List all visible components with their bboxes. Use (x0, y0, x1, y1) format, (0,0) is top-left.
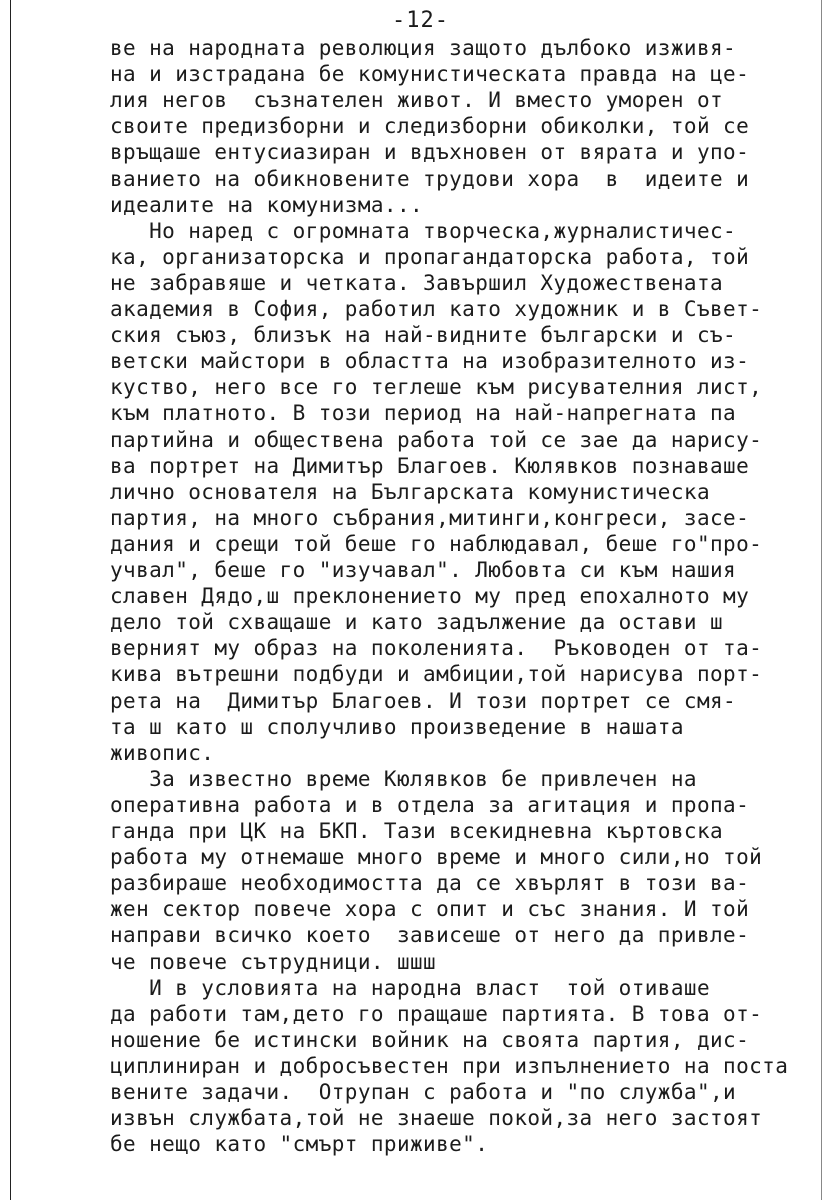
text-line: ванието на обикновените трудови хора в идеите и (110, 166, 750, 191)
text-line: ве на народната революция защото дълбоко изживя- (110, 36, 737, 60)
text-line: ва портрет на Димитър Благоев. Кюлявков познаваше (110, 453, 750, 478)
text-line: направи всичко което зависеше от него да привле- (110, 923, 750, 948)
text-line: славен Дядо,ш преклонението му пред епохалното му (110, 584, 750, 609)
text-line: И в условията на народна власт той отиваше (110, 975, 710, 1000)
page-number: -12- (392, 8, 449, 33)
text-line: лия негов съзнателен живот. И вместо уморен от (110, 88, 724, 113)
text-line: академия в София, работил като художник и в Съвет- (110, 297, 763, 321)
text-line: да работи там,дето го пращаше партията. В това от- (110, 1001, 763, 1026)
text-line: че повече сътрудници. шшш (110, 949, 437, 974)
text-line: оперативна работа и в отдела за агитация и пропа- (110, 792, 750, 817)
text-line: рета на Димитър Благоев. И този портрет се смя- (110, 688, 737, 713)
text-line: ка, организаторска и пропагандаторска работа, той (110, 244, 750, 269)
text-line: ския съюз, близък на най-видните български и съ- (110, 323, 737, 348)
text-line: верният му образ на поколенията. Ръководен от та- (110, 636, 763, 661)
text-line: циплиниран и добросъвестен при изпълнението на поста (110, 1053, 789, 1078)
text-line: ветски майстори в областта на изобразителното из- (110, 349, 750, 374)
text-line: идеалите на комунизма... (110, 192, 424, 217)
page-left-edge (10, 0, 11, 1200)
text-line: Но наред с огромната творческа,журналистичес- (110, 218, 737, 243)
text-line: ношение бе истински войник на своята партия, дис- (110, 1027, 750, 1052)
text-line: та ш като ш сполучливо произведение в нашата (110, 714, 684, 739)
text-line: връщаше ентусиазиран и вдъхновен от вярата и упо- (110, 140, 750, 165)
text-line: дело той схващаше и като задължение да остави ш (110, 610, 724, 635)
text-line: работа му отнемаше много време и много сили,но той (110, 845, 763, 870)
text-line: За известно време Кюлявков бе привлечен на (110, 766, 697, 791)
text-line: кива вътрешни подбуди и амбиции,той нарисува порт- (110, 662, 763, 687)
page-right-edge (821, 0, 822, 1200)
text-line: ганда при ЦК на БКП. Тази всекидневна къртовска (110, 819, 724, 843)
text-line: учвал", беше го "изучавал". Любовта си към нашия (110, 558, 737, 582)
text-line: не забравяше и четката. Завършил Художествената (110, 270, 724, 295)
text-line: вените задачи. Отрупан с работа и "по служба",и (110, 1080, 737, 1104)
text-line: разбираше необходимостта да се хвърлят в този ва- (110, 871, 750, 896)
text-line: партия, на много събрания,митинги,конгреси, засе- (110, 505, 750, 530)
text-line: бе нещо като "смърт приживе". (110, 1132, 489, 1157)
text-line: жен сектор повече хора с опит и със знания. И той (110, 897, 750, 922)
text-line: към платното. В този период на най-напрегната па (110, 401, 737, 426)
text-line: своите предизборни и следизборни обиколки, той се (110, 114, 750, 139)
text-line: лично основателя на Българската комунистическа (110, 479, 710, 504)
text-line: куство, него все го теглеше към рисувателния лист, (110, 375, 763, 400)
text-line: партийна и обществена работа той се зае да нарису- (110, 427, 763, 452)
text-line: извън службата,той не знаеше покой,за него застоят (110, 1106, 763, 1131)
text-line: живопис. (110, 740, 215, 765)
text-line: дания и срещи той беше го наблюдавал, беше го"про- (110, 531, 763, 556)
text-line: на и изстрадана бе комунистическата правда на це- (110, 62, 750, 87)
